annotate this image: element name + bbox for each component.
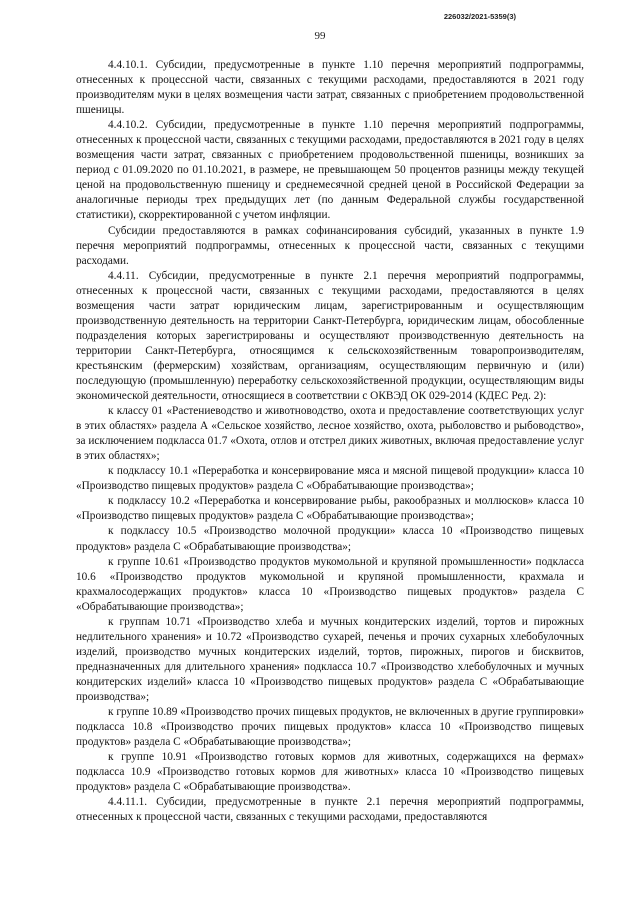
paragraph-4-4-10-1: 4.4.10.1. Субсидии, предусмотренные в пункте 1.10 перечня мероприятий подпрограммы, отнесенных к процессной части, связанных с текущими расходами, предоставляются в 2021 году производителям муки в целях возмещения части затрат, связанных с приобретением продовольственной пшеницы. xyxy=(76,59,584,117)
list-item-group-10-89: к группе 10.89 «Производство прочих пищевых продуктов, не включенных в другие группировки» подкласса 10.8 «Производство прочих пищевых продуктов» класса 10 «Производство пищевых продуктов» раздела С «Обрабатывающие производства»; xyxy=(76,706,585,749)
paragraph-cofinancing: Субсидии предоставляются в рамках софинансирования субсидий, указанных в пункте 1.9 перечня мероприятий подпрограммы, отнесенных к процессной части, связанных с текущими расходами. xyxy=(76,224,584,267)
document-registration-number: 226032/2021-5359(3) xyxy=(443,12,516,21)
list-item-groups-10-71-10-72: к группам 10.71 «Производство хлеба и мучных кондитерских изделий, тортов и пирожных недлительного хранения» и 10.72 «Производство сухарей, печенья и прочих сухарных хлебобулочных изделий, производство мучных кондитерских изделий, тортов, пирожных, пирогов и бисквитов, предназначенных для длительного хранения» подкласса 10.7 «Производство хлебобулочных и мучных кондитерских изделий» класса 10 «Производство пищевых продуктов» раздела С «Обрабатывающие производства»; xyxy=(76,615,584,703)
page-number: 99 xyxy=(314,30,326,42)
paragraph-4-4-11: 4.4.11. Субсидии, предусмотренные в пункте 2.1 перечня мероприятий подпрограммы, отнесенных к процессной части, связанных с текущими расходами, предоставляются в целях возмещения части затрат юридическим лицам, зарегистрированным и осуществляющим производственную деятельность на территории Санкт-Петербурга, юридическим лицам, обособленные подразделения которых зарегистрированы и осуществляют производственную деятельность на территории Санкт-Петербурга, относящимся к сельскохозяйственным товаропроизводителям, крестьянским (фермерским) хозяйствам, организациям, осуществляющим первичную и (или) последующую (промышленную) переработку сельскохозяйственной продукции, осуществляющим виды экономической деятельности, относящиеся в соответствии с ОКВЭД ОК 029-2014 (КДЕС Ред. 2): xyxy=(76,269,584,403)
paragraph-4-4-10-2: 4.4.10.2. Субсидии, предусмотренные в пункте 1.10 перечня мероприятий подпрограммы, отнесенных к процессной части, связанных с текущими расходами, предоставляются в 2021 году в целях возмещения части затрат, связанных с приобретением продовольственной пшеницы, возникших за период с 01.09.2020 по 01.10.2021, в размере, не превышающем 50 процентов разницы между текущей ценой на продовольственную пшеницу и среднемесячной средней ценой в Российской Федерации за аналогичные периоды трех предыдущих лет (по данным Федеральной службы государственной статистики), скорректированной с учетом инфляции. xyxy=(76,119,584,222)
list-item-subclass-10-1: к подклассу 10.1 «Переработка и консервирование мяса и мясной пищевой продукции» класса 10 «Производство пищевых продуктов» раздела С «Обрабатывающие производства»; xyxy=(76,465,584,493)
paragraph-4-4-11-1: 4.4.11.1. Субсидии, предусмотренные в пункте 2.1 перечня мероприятий подпрограммы, отнесенных к процессной части, связанных с текущими расходами, предоставляются xyxy=(76,796,584,824)
list-item-class-01: к классу 01 «Растениеводство и животноводство, охота и предоставление соответствующих услуг в этих областях» раздела А «Сельское хозяйство, лесное хозяйство, охота, рыболовство и рыбоводство», за исключением подкласса 01.7 «Охота, отлов и отстрел диких животных, включая предоставление услуг в этих областях»; xyxy=(76,405,584,463)
document-body xyxy=(76,58,584,825)
list-item-group-10-61: к группе 10.61 «Производство продуктов мукомольной и крупяной промышленности» подкласса 10.6 «Производство продуктов мукомольной и крупяной промышленности, крахмала и крахмалосодержащих продуктов» класса 10 «Производство пищевых продуктов» раздела С «Обрабатывающие производства»; xyxy=(76,555,584,613)
list-item-group-10-91: к группе 10.91 «Производство готовых кормов для животных, содержащихся на фермах» подкласса 10.9 «Производство готовых кормов для животных» класса 10 «Производство пищевых продуктов» раздела С «Обрабатывающие производства». xyxy=(76,751,584,794)
list-item-subclass-10-5: к подклассу 10.5 «Производство молочной продукции» класса 10 «Производство пищевых продуктов» раздела С «Обрабатывающие производства»; xyxy=(76,525,584,553)
list-item-subclass-10-2: к подклассу 10.2 «Переработка и консервирование рыбы, ракообразных и моллюсков» класса 10 «Производство пищевых продуктов» раздела С «Обрабатывающие производства»; xyxy=(76,495,584,523)
